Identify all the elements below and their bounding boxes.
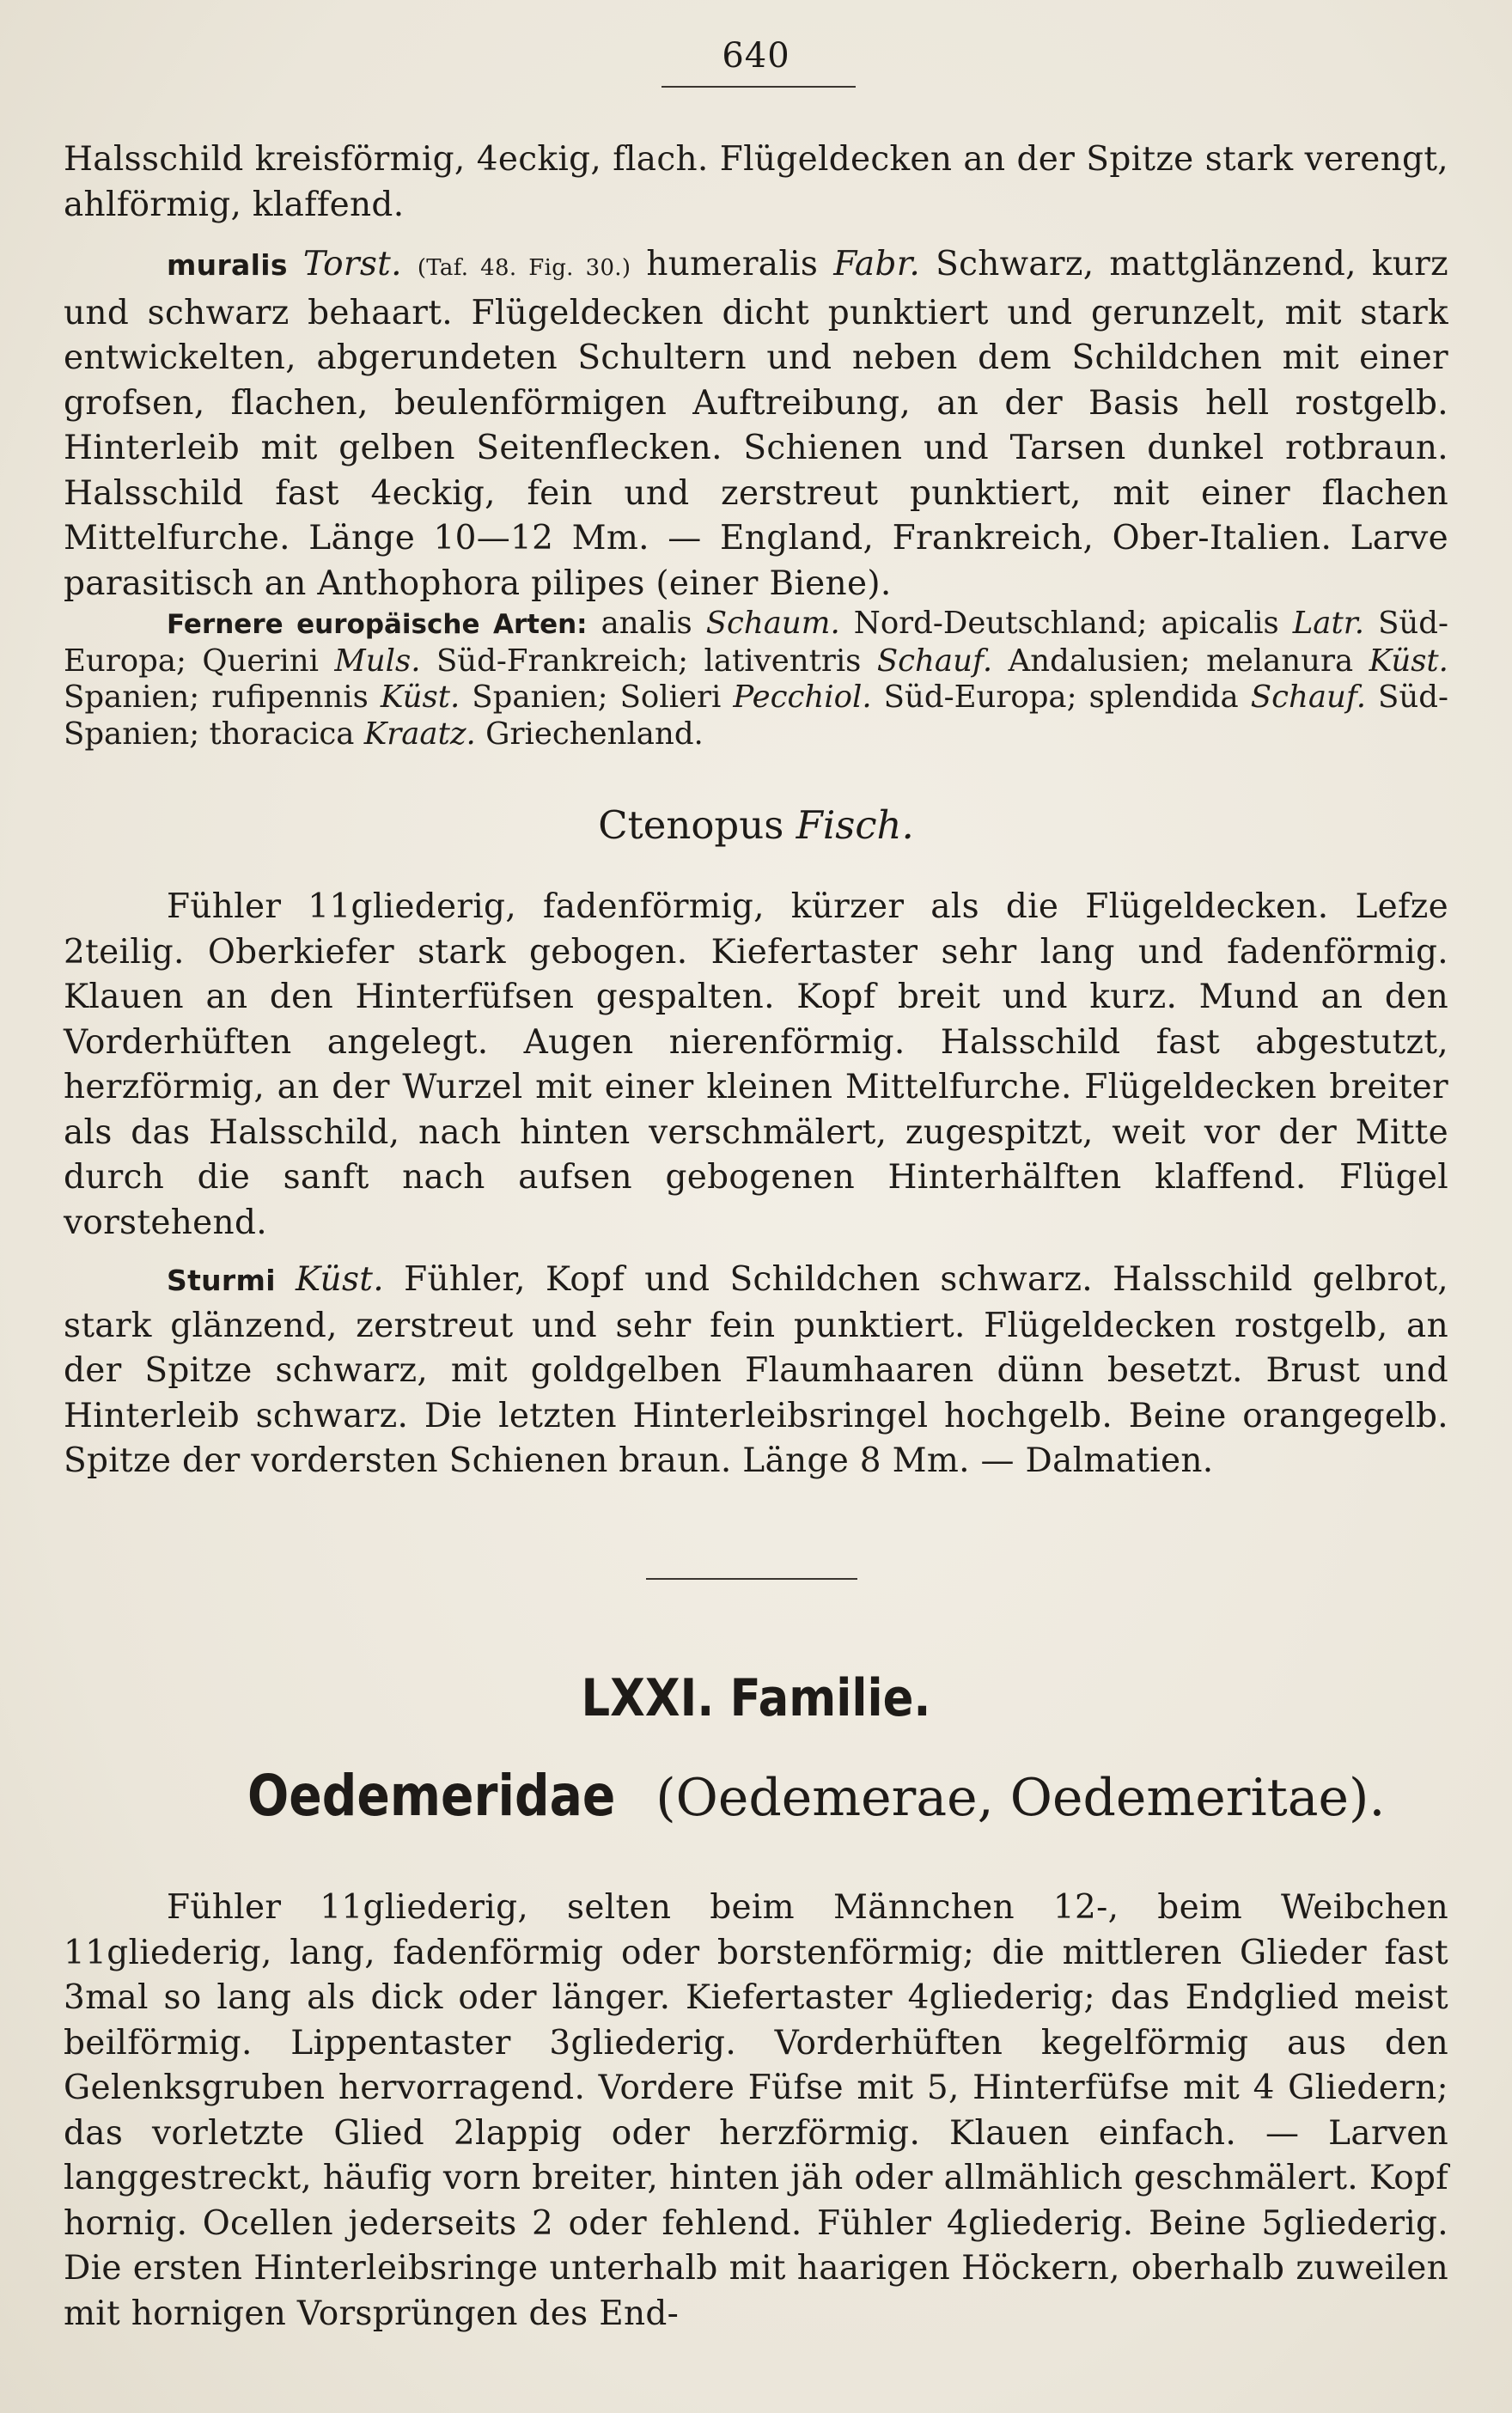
other-species-label: Fernere europäische Arten: — [167, 609, 588, 640]
family-number-heading: LXXI. Familie. — [581, 1668, 931, 1728]
synonym-author: Fabr. — [833, 245, 921, 283]
author-ref: Schauf. — [876, 643, 993, 679]
genus-heading — [0, 802, 1512, 848]
other-species-list — [64, 606, 1448, 753]
species-muralis — [64, 242, 1448, 606]
page-number: 640 — [722, 36, 790, 76]
header-rule — [662, 86, 856, 88]
species-name: muralis — [167, 248, 288, 282]
family-description-text: Fühler 11gliederig, selten beim Männchen 12-, beim Weibchen 11gliederig, lang, fadenförmig oder borstenförmig; die mittleren Glieder fast 3mal so lang als dick oder länger. Kiefertaster 4gliederig; das Endglied meist beilförmig. Lippentaster 3gliederig. Vorderhüften kegelförmig aus den Gelenksgruben hervorragend. Vordere Füfse mit 5, Hinterfüfse mit 4 Gliedern; das vorletzte Glied 2lappig oder herzförmig. Klauen einfach. — Larven langgestreckt, häufig vorn breiter, hinten jäh oder allmählich geschmälert. Kopf hornig. Ocellen jederseits 2 oder fehlend. Fühler 4gliederig. Beine 5gliederig. Die ersten Hinterleibsringe unterhalb mit haarigen Höckern, oberhalb zuweilen mit hornigen Vorsprüngen des End- — [64, 1888, 1448, 2333]
synonym-name: humeralis — [646, 245, 819, 283]
species-ref: Spanien; rufipennis — [64, 679, 369, 715]
author-ref: Küst. — [1369, 643, 1448, 679]
species-ref: analis — [601, 606, 692, 641]
species-author: Torst. — [302, 245, 402, 283]
species-author: Küst. — [295, 1260, 384, 1299]
author-ref: Schauf. — [1250, 679, 1367, 715]
species-description: Schwarz, mattglänzend, kurz und schwarz behaart. Flügeldecken dicht punktiert und gerunzelt, mit stark entwickelten, abgerundeten Schultern und neben dem Schildchen mit einer grofsen, flachen, beulenförmigen Auftreibung, an der Basis hell rostgelb. Hinterleib mit gelben Seitenflecken. Schienen und Tarsen dunkel rotbraun. Halsschild fast 4eckig, fein und zerstreut punktiert, mit einer flachen Mittelfurche. Länge 10—12 Mm. — England, Frankreich, Ober-Italien. Larve parasitisch an Anthophora pilipes (einer Biene). — [64, 245, 1448, 603]
genus-name: Ctenopus — [598, 802, 784, 848]
family-name: Oedemeridae — [247, 1763, 616, 1829]
genus-author: Fisch. — [796, 802, 914, 848]
intro-text: Halsschild kreisförmig, 4eckig, flach. Flügeldecken an der Spitze stark verengt, ahlförmig, klaffend. — [64, 140, 1448, 224]
author-ref: Latr. — [1292, 606, 1365, 641]
author-ref: Küst. — [380, 679, 460, 715]
species-ref: Süd-Spanien; thoracica — [64, 679, 1448, 752]
species-ref: Andalusien; melanura — [1008, 643, 1354, 679]
species-ref: Spanien; Solieri — [472, 679, 722, 715]
family-description — [64, 1886, 1448, 2337]
genus-description-text: Fühler 11gliederig, fadenförmig, kürzer als die Flügeldecken. Lefze 2teilig. Oberkiefer stark gebogen. Kiefertaster sehr lang und fadenförmig. Klauen an den Hinterfüfsen gespalten. Kopf breit und kurz. Mund an den Vorderhüften angelegt. Augen nierenförmig. Halsschild fast abgestutzt, herzförmig, an der Wurzel mit einer kleinen Mittelfurche. Flügeldecken breiter als das Halsschild, nach hinten verschmälert, zugespitzt, weit vor der Mitte durch die sanft nach aufsen gebogenen Hinterhälften klaffend. Flügel vorstehend. — [64, 887, 1448, 1242]
author-ref: Muls. — [334, 643, 421, 679]
author-ref: Schaum. — [705, 606, 840, 641]
plate-reference: (Taf. 48. Fig. 30.) — [417, 255, 631, 281]
species-ref: Süd-Frankreich; lativentris — [436, 643, 862, 679]
species-ref: Griechenland. — [485, 716, 704, 752]
species-name: Sturmi — [167, 1264, 276, 1297]
species-sturmi — [64, 1258, 1448, 1484]
section-divider — [646, 1578, 857, 1580]
species-description: Fühler, Kopf und Schildchen schwarz. Halsschild gelbrot, stark glänzend, zerstreut und sehr fein punktiert. Flügeldecken rostgelb, an der Spitze schwarz, mit goldgelben Flaumhaaren dünn besetzt. Brust und Hinterleib schwarz. Die letzten Hinterleibsringel hochgelb. Beine orangegelb. Spitze der vordersten Schienen braun. Länge 8 Mm. — Dalmatien. — [64, 1260, 1449, 1480]
species-ref: Süd-Europa; Querini — [64, 606, 1448, 679]
intro-paragraph — [64, 137, 1448, 228]
family-heading — [247, 1763, 1386, 1829]
author-ref: Kraatz. — [363, 716, 476, 752]
species-ref: Süd-Europa; splendida — [883, 679, 1239, 715]
species-ref: Nord-Deutschland; apicalis — [853, 606, 1279, 641]
family-synonyms: (Oedemerae, Oedemeritae). — [655, 1768, 1386, 1828]
author-ref: Pecchiol. — [733, 679, 872, 715]
genus-description — [64, 885, 1448, 1246]
